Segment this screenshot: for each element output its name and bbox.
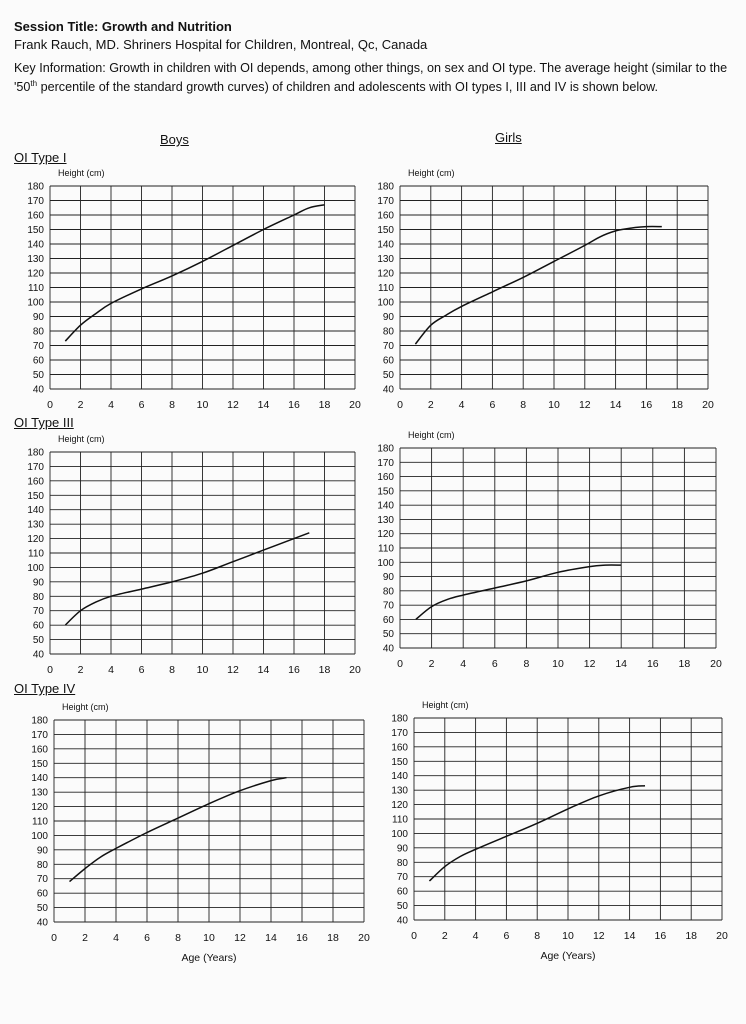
column-heading-girls: Girls [495,130,522,145]
chart-oi-type-iii-boys [27,434,361,676]
y-tick-label: 180 [27,447,44,459]
x-tick-label: 14 [257,664,270,676]
x-tick-label: 2 [82,932,88,944]
row-label-oi-type-4: OI Type IV [14,681,76,696]
x-tick-label: 18 [685,930,698,942]
y-tick-label: 40 [32,649,44,661]
y-tick-label: 90 [382,572,394,584]
y-tick-label: 160 [391,742,408,754]
x-tick-label: 6 [489,399,496,411]
y-axis-label: Height (cm) [62,702,109,712]
x-tick-label: 6 [138,399,145,411]
y-tick-label: 80 [36,859,48,871]
x-axis-label: Age (Years) [181,952,237,964]
y-tick-label: 80 [396,857,408,869]
y-tick-label: 50 [32,635,44,647]
y-tick-label: 120 [377,268,394,280]
chart-oi-type-iv-boys [31,702,370,964]
y-tick-label: 80 [382,586,394,598]
x-tick-label: 20 [349,399,361,411]
x-tick-label: 14 [623,930,636,942]
x-tick-label: 16 [288,399,300,411]
y-axis-label: Height (cm) [422,700,469,710]
key-text-end: percentile of the standard growth curves) of children and adolescents with OI types I, III and IV is shown below. [37,80,659,95]
x-tick-label: 10 [552,658,564,670]
x-tick-label: 12 [227,399,239,411]
x-tick-label: 6 [138,664,145,676]
x-tick-label: 4 [108,664,114,676]
x-tick-label: 0 [47,664,53,676]
x-tick-label: 2 [427,399,434,411]
x-tick-label: 20 [702,399,714,411]
chart-oi-type-iv-girls [391,700,728,962]
chart-oi-type-i-girls [377,168,714,411]
y-tick-label: 50 [382,629,394,641]
y-tick-label: 180 [31,715,48,727]
y-tick-label: 40 [32,384,44,396]
y-tick-label: 40 [382,643,394,655]
y-tick-label: 180 [377,443,394,455]
x-tick-label: 4 [460,658,467,670]
x-tick-label: 18 [671,399,684,411]
y-tick-label: 100 [377,557,394,569]
y-tick-label: 70 [382,600,394,612]
y-tick-label: 70 [382,341,394,352]
x-tick-label: 0 [47,399,53,411]
x-tick-label: 0 [397,399,403,411]
y-tick-label: 60 [382,614,394,626]
y-tick-label: 130 [391,785,408,797]
y-axis-label: Height (cm) [58,168,105,178]
x-tick-label: 12 [592,930,605,942]
x-tick-label: 16 [296,932,308,944]
x-tick-label: 4 [113,932,119,944]
x-tick-label: 2 [77,399,84,411]
x-tick-label: 4 [458,399,465,411]
y-tick-label: 100 [31,830,48,842]
y-axis-label: Height (cm) [408,168,455,178]
height-curve-oi-type-iii-girls [416,565,621,619]
y-tick-label: 110 [32,816,48,828]
y-tick-label: 50 [32,370,44,381]
x-tick-label: 2 [77,664,84,676]
x-tick-label: 16 [640,399,653,411]
y-tick-label: 40 [396,915,408,927]
chart-oi-type-i-boys [27,168,361,411]
x-tick-label: 12 [583,658,596,670]
y-tick-label: 160 [377,472,394,484]
y-tick-label: 170 [377,457,394,469]
x-tick-label: 10 [196,399,209,411]
y-tick-label: 40 [382,384,394,396]
x-tick-label: 18 [318,399,331,411]
y-tick-label: 160 [27,476,44,488]
column-heading-boys: Boys [160,132,189,147]
x-tick-label: 14 [615,658,628,670]
y-tick-label: 130 [377,514,394,526]
y-tick-label: 90 [382,312,394,323]
y-tick-label: 50 [396,901,408,913]
x-tick-label: 18 [327,932,339,944]
x-tick-label: 8 [175,932,181,944]
y-tick-label: 180 [27,181,44,193]
y-tick-label: 60 [36,888,48,900]
key-superscript: th [30,79,38,88]
chart-oi-type-iii-girls [377,430,722,670]
y-tick-label: 70 [396,872,408,884]
y-tick-label: 110 [28,283,44,294]
y-axis-label: Height (cm) [58,434,105,444]
session-title: Session Title: Growth and Nutrition [14,19,232,34]
x-tick-label: 18 [318,664,331,676]
y-tick-label: 150 [391,756,408,768]
y-tick-label: 120 [27,534,44,546]
y-tick-label: 60 [32,355,44,367]
y-tick-label: 80 [32,326,44,338]
x-tick-label: 14 [257,399,270,411]
x-tick-label: 2 [441,930,448,942]
x-tick-label: 8 [523,658,530,670]
y-tick-label: 100 [27,297,44,309]
y-tick-label: 90 [32,577,44,589]
y-tick-label: 170 [377,196,394,207]
x-tick-label: 10 [203,932,215,944]
y-tick-label: 160 [31,744,48,756]
y-tick-label: 130 [27,519,44,531]
y-tick-label: 40 [36,917,48,929]
y-tick-label: 100 [27,562,44,574]
x-tick-label: 20 [716,930,728,942]
y-tick-label: 90 [396,843,408,855]
x-tick-label: 8 [169,664,175,676]
y-tick-label: 140 [377,500,394,512]
y-tick-label: 150 [27,490,44,502]
y-tick-label: 160 [377,210,394,222]
author-line: Frank Rauch, MD. Shriners Hospital for Children, Montreal, Qc, Canada [14,37,428,52]
y-tick-label: 120 [27,268,44,280]
x-tick-label: 14 [609,399,622,411]
y-axis-label: Height (cm) [408,430,455,440]
x-tick-label: 0 [397,658,403,670]
x-tick-label: 16 [288,664,300,676]
y-tick-label: 150 [377,486,394,498]
row-label-oi-type-1: OI Type I [14,150,67,165]
y-tick-label: 140 [391,771,408,783]
height-curve-oi-type-iii-boys [65,533,309,625]
y-tick-label: 140 [31,773,48,785]
y-tick-label: 100 [377,297,394,309]
y-tick-label: 130 [31,787,48,799]
x-tick-label: 20 [349,664,361,676]
y-tick-label: 70 [36,874,48,886]
y-tick-label: 110 [28,548,44,560]
y-tick-label: 80 [382,326,394,338]
y-tick-label: 50 [382,370,394,381]
y-tick-label: 60 [396,886,408,898]
y-tick-label: 140 [377,239,394,251]
y-tick-label: 90 [32,312,44,323]
x-tick-label: 0 [51,932,57,944]
x-tick-label: 10 [196,664,209,676]
x-tick-label: 10 [562,930,574,942]
x-tick-label: 12 [234,932,246,944]
y-tick-label: 180 [391,713,408,725]
x-tick-label: 6 [144,932,150,944]
y-tick-label: 80 [32,591,44,603]
y-tick-label: 150 [377,225,394,236]
y-tick-label: 150 [27,225,44,236]
x-tick-label: 8 [169,399,175,411]
x-tick-label: 14 [265,932,277,944]
x-tick-label: 6 [491,658,498,670]
y-tick-label: 90 [36,845,48,857]
x-tick-label: 10 [548,399,560,411]
y-tick-label: 120 [31,802,48,814]
x-tick-label: 8 [534,930,541,942]
x-tick-label: 18 [678,658,691,670]
y-tick-label: 60 [32,620,44,632]
x-tick-label: 16 [646,658,659,670]
x-tick-label: 6 [503,930,510,942]
y-tick-label: 170 [27,461,44,473]
row-label-oi-type-3: OI Type III [14,415,74,430]
y-tick-label: 70 [32,606,44,618]
y-tick-label: 140 [27,505,44,517]
x-tick-label: 12 [578,399,591,411]
y-tick-label: 130 [27,254,44,265]
y-tick-label: 170 [391,727,408,739]
y-tick-label: 180 [377,181,394,193]
x-tick-label: 8 [520,399,527,411]
x-tick-label: 0 [411,930,417,942]
y-tick-label: 170 [31,729,48,741]
y-tick-label: 110 [378,283,394,294]
x-tick-label: 16 [654,930,667,942]
y-tick-label: 120 [391,800,408,812]
x-tick-label: 20 [710,658,722,670]
key-text-start: Key Information: Growth in children with OI depends, among other things, on sex and OI type. The average height (similar to the '50 [14,61,728,95]
y-tick-label: 100 [391,828,408,840]
y-tick-label: 170 [27,196,44,207]
x-axis-label: Age (Years) [540,950,596,962]
y-tick-label: 60 [382,355,394,367]
y-tick-label: 140 [27,239,44,251]
y-tick-label: 110 [392,814,408,826]
x-tick-label: 4 [472,930,479,942]
x-tick-label: 4 [108,399,114,411]
y-tick-label: 130 [377,254,394,265]
x-tick-label: 20 [358,932,370,944]
y-tick-label: 160 [27,210,44,222]
y-tick-label: 150 [31,758,48,770]
y-tick-label: 110 [378,543,394,555]
y-tick-label: 50 [36,903,48,915]
y-tick-label: 70 [32,341,44,352]
x-tick-label: 2 [428,658,435,670]
y-tick-label: 120 [377,529,394,541]
x-tick-label: 12 [227,664,239,676]
